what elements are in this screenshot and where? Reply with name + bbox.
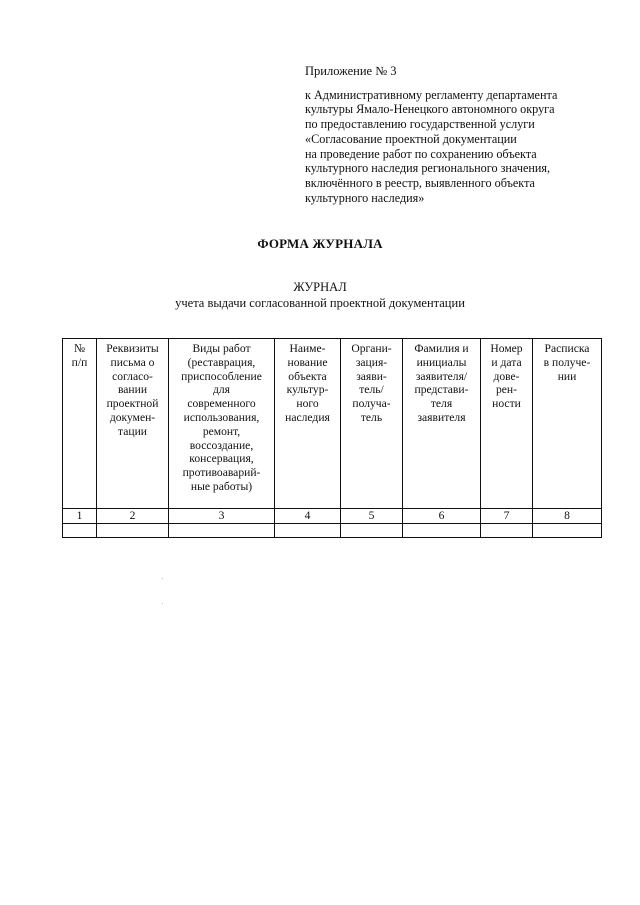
header-line: заявителя/ <box>415 369 468 383</box>
header-line: наследия <box>285 410 330 424</box>
empty-cell <box>341 523 403 537</box>
header-line: нии <box>557 369 577 383</box>
column-number-row <box>63 509 602 524</box>
header-line: культур- <box>286 383 329 397</box>
header-line: ные работы) <box>190 479 253 493</box>
column-number: 3 <box>169 509 275 524</box>
header-line: Фамилия и <box>414 342 469 355</box>
header-receipt <box>533 339 602 509</box>
header-line: объекта <box>288 369 327 383</box>
header-line: современного <box>187 397 256 411</box>
header-line: № <box>73 342 86 355</box>
empty-cell <box>481 523 533 537</box>
annex-title: Приложение № 3 <box>305 64 397 78</box>
annex-line: по предоставлению государственной услуги <box>305 117 535 132</box>
empty-cell <box>275 523 341 537</box>
header-object-name <box>275 339 341 509</box>
header-power-of-attorney <box>481 339 533 509</box>
empty-cell <box>63 523 97 537</box>
form-title: ФОРМА ЖУРНАЛА <box>257 236 383 251</box>
header-line: тации <box>118 424 147 438</box>
header-line: согласо- <box>112 369 153 383</box>
column-number: 1 <box>63 509 97 524</box>
header-line: консервация, <box>189 452 254 466</box>
journal-table <box>62 338 602 538</box>
header-line: для <box>212 383 231 397</box>
column-number: 2 <box>97 509 169 524</box>
column-number: 4 <box>275 509 341 524</box>
header-number <box>63 339 97 509</box>
header-line: Виды работ <box>192 342 251 355</box>
table-header-row <box>63 339 602 509</box>
header-line: Расписка <box>544 342 590 355</box>
header-line: получа- <box>352 397 391 411</box>
empty-cell <box>97 523 169 537</box>
header-line: Органи- <box>351 342 392 355</box>
scan-speck <box>162 578 163 579</box>
empty-cell <box>533 523 602 537</box>
header-line: ремонт, <box>202 424 241 438</box>
empty-cell <box>169 523 275 537</box>
header-line: представи- <box>414 383 469 397</box>
header-line: докумен- <box>109 410 156 424</box>
header-line: вании <box>117 383 148 397</box>
header-line: ного <box>296 397 319 411</box>
header-work-types <box>169 339 275 509</box>
header-line: письма о <box>110 355 155 369</box>
header-line: инициалы <box>416 355 467 369</box>
annex-line: культурного наследия» <box>305 190 425 205</box>
header-line: рен- <box>495 383 517 397</box>
header-line: проектной <box>106 397 159 411</box>
journal-subtitle: учета выдачи согласованной проектной документации <box>175 296 465 310</box>
header-line: Наиме- <box>289 342 326 355</box>
header-line: Номер <box>490 342 523 355</box>
column-number: 5 <box>341 509 403 524</box>
header-line: тель <box>360 410 383 424</box>
column-number: 8 <box>533 509 602 524</box>
header-letter-details <box>97 339 169 509</box>
header-line: п/п <box>71 355 88 369</box>
journal-title: ЖУРНАЛ <box>293 280 347 294</box>
annex-line: культуры Ямало-Ненецкого автономного округа <box>305 102 555 117</box>
scan-speck <box>162 603 163 604</box>
header-line: заяви- <box>356 369 387 383</box>
header-line: воссоздание, <box>189 438 254 452</box>
annex-line: включённого в реестр, выявленного объекта <box>305 175 535 190</box>
annex-line: на проведение работ по сохранению объекта <box>305 146 537 161</box>
header-line: (реставрация, <box>187 355 256 369</box>
annex-line: культурного наследия регионального значения, <box>305 161 551 176</box>
header-line: нование <box>287 355 328 369</box>
header-line: заявителя <box>417 410 466 424</box>
header-line: дове- <box>493 369 520 383</box>
header-line: противоаварий- <box>182 466 261 480</box>
header-line: использования, <box>183 410 260 424</box>
header-line: зация- <box>355 355 388 369</box>
column-number: 7 <box>481 509 533 524</box>
header-line: приспособление <box>181 369 262 383</box>
column-number: 6 <box>403 509 481 524</box>
header-line: в получе- <box>543 355 591 369</box>
header-organization <box>341 339 403 509</box>
annex-block <box>305 64 605 205</box>
header-line: тель/ <box>359 383 384 397</box>
empty-row <box>63 523 602 537</box>
annex-line: «Согласование проектной документации <box>305 131 517 146</box>
empty-cell <box>403 523 481 537</box>
header-line: Реквизиты <box>106 342 159 355</box>
header-line: ности <box>492 397 521 411</box>
header-line: теля <box>430 397 453 411</box>
header-applicant-name <box>403 339 481 509</box>
header-line: и дата <box>491 355 522 369</box>
annex-line: к Административному регламенту департамента <box>305 87 558 102</box>
